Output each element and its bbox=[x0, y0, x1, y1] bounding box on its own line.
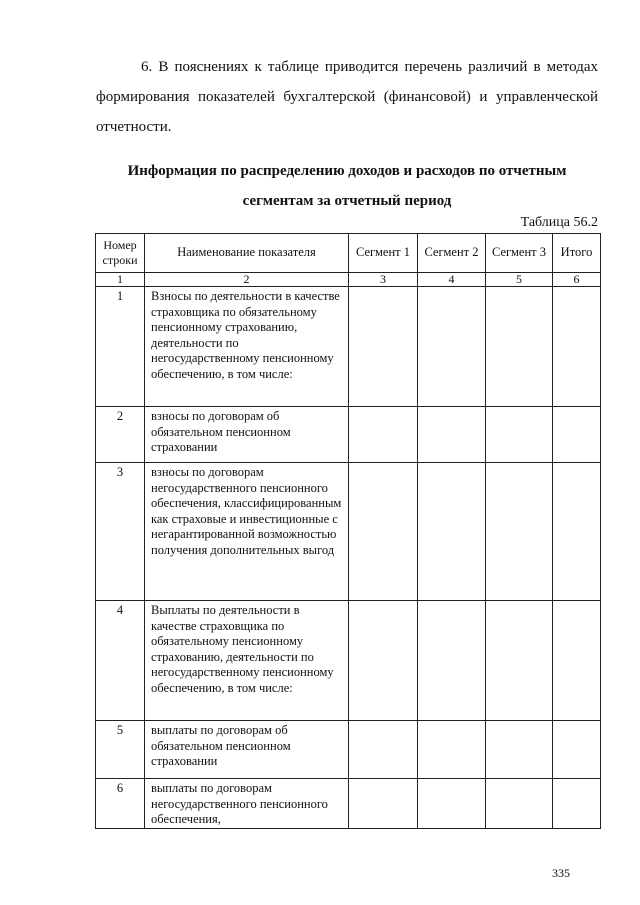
header-indicator-name: Наименование показателя bbox=[145, 234, 349, 273]
segment-2-cell bbox=[418, 287, 486, 407]
header-row-number bbox=[96, 234, 145, 273]
segment-2-cell bbox=[418, 721, 486, 779]
column-number: 2 bbox=[145, 273, 349, 287]
segment-1-cell bbox=[349, 779, 418, 829]
table-title-line-2: сегментам за отчетный период bbox=[242, 193, 452, 209]
table-row bbox=[96, 779, 601, 829]
column-number: 3 bbox=[349, 273, 418, 287]
total-cell bbox=[553, 463, 601, 601]
intro-line-3: отчетности. bbox=[96, 119, 172, 135]
segment-2-cell bbox=[418, 463, 486, 601]
table-title-line-1: Информация по распределению доходов и расходов по отчетным bbox=[127, 163, 567, 179]
segment-1-cell bbox=[349, 407, 418, 463]
segment-1-cell bbox=[349, 721, 418, 779]
column-number: 1 bbox=[96, 273, 145, 287]
row-number: 4 bbox=[96, 601, 145, 721]
indicator-name: взносы по договорам негосударственного пенсионного обеспечения, классифицированным как страховые и инвестиционные с негарантированной возможностью получения дополнительных выгод bbox=[145, 463, 349, 601]
total-cell bbox=[553, 407, 601, 463]
intro-paragraph bbox=[96, 52, 598, 142]
header-row-number-line-2: строки bbox=[102, 253, 138, 267]
table-row bbox=[96, 463, 601, 601]
page-number: 335 bbox=[552, 866, 570, 880]
header-segment-2: Сегмент 2 bbox=[418, 234, 486, 273]
segment-2-cell bbox=[418, 407, 486, 463]
table-header-row bbox=[96, 234, 601, 273]
total-cell bbox=[553, 287, 601, 407]
row-number: 3 bbox=[96, 463, 145, 601]
segment-3-cell bbox=[486, 779, 553, 829]
segment-2-cell bbox=[418, 779, 486, 829]
table-title bbox=[96, 156, 598, 216]
segments-table bbox=[95, 233, 601, 829]
table-row bbox=[96, 721, 601, 779]
indicator-name: Взносы по деятельности в качестве страховщика по обязательному пенсионному страхованию, деятельности по негосударственному пенсионному обеспечению, в том числе: bbox=[145, 287, 349, 407]
total-cell bbox=[553, 721, 601, 779]
segment-2-cell bbox=[418, 601, 486, 721]
total-cell bbox=[553, 779, 601, 829]
column-number: 6 bbox=[553, 273, 601, 287]
table-row bbox=[96, 407, 601, 463]
indicator-name: выплаты по договорам негосударственного пенсионного обеспечения, bbox=[145, 779, 349, 829]
segment-3-cell bbox=[486, 463, 553, 601]
row-number: 5 bbox=[96, 721, 145, 779]
table-row bbox=[96, 601, 601, 721]
segment-1-cell bbox=[349, 463, 418, 601]
column-number: 5 bbox=[486, 273, 553, 287]
intro-line-1: 6. В пояснениях к таблице приводится перечень различий в методах bbox=[141, 59, 598, 75]
table-number: Таблица 56.2 bbox=[520, 215, 598, 230]
row-number: 1 bbox=[96, 287, 145, 407]
segment-1-cell bbox=[349, 287, 418, 407]
header-total: Итого bbox=[553, 234, 601, 273]
column-number: 4 bbox=[418, 273, 486, 287]
table-row bbox=[96, 287, 601, 407]
row-number: 6 bbox=[96, 779, 145, 829]
segment-3-cell bbox=[486, 601, 553, 721]
column-numbers-row bbox=[96, 273, 601, 287]
row-number: 2 bbox=[96, 407, 145, 463]
total-cell bbox=[553, 601, 601, 721]
header-row-number-line-1: Номер bbox=[103, 238, 137, 252]
segment-3-cell bbox=[486, 287, 553, 407]
indicator-name: взносы по договорам об обязательном пенсионном страховании bbox=[145, 407, 349, 463]
indicator-name: Выплаты по деятельности в качестве страховщика по обязательному пенсионному страхованию, деятельности по негосударственному пенсионному обеспечению, в том числе: bbox=[145, 601, 349, 721]
header-segment-3: Сегмент 3 bbox=[486, 234, 553, 273]
indicator-name: выплаты по договорам об обязательном пенсионном страховании bbox=[145, 721, 349, 779]
header-segment-1: Сегмент 1 bbox=[349, 234, 418, 273]
intro-line-2: формирования показателей бухгалтерской (финансовой) и управленческой bbox=[96, 89, 598, 105]
segment-3-cell bbox=[486, 721, 553, 779]
segment-3-cell bbox=[486, 407, 553, 463]
segment-1-cell bbox=[349, 601, 418, 721]
